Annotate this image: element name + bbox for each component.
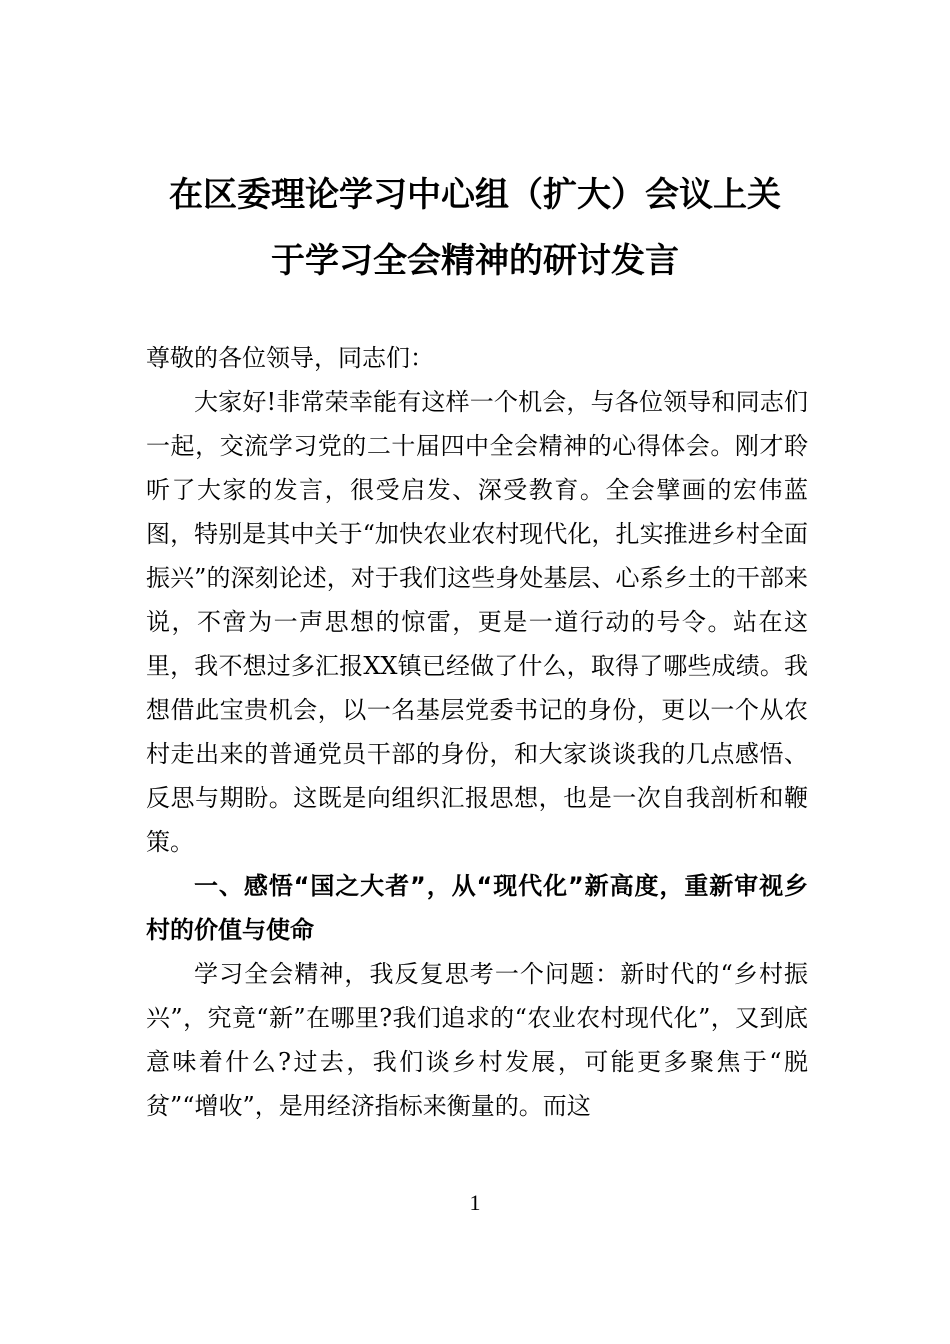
salutation: 尊敬的各位领导，同志们：: [146, 344, 434, 372]
document-body: [146, 336, 808, 1128]
page-number: 1: [469, 1190, 481, 1215]
document-title: [140, 162, 810, 294]
title-line-1: 在区委理论学习中心组（扩大）会议上关: [169, 175, 781, 215]
section-heading: 一、感悟“国之大者”，从“现代化”新高度，重新审视乡村的价值与使命: [146, 872, 808, 944]
opening-paragraph: 大家好!非常荣幸能有这样一个机会，与各位领导和同志们一起，交流学习党的二十届四中全会精神的心得体会。刚才聆听了大家的发言，很受启发、深受教育。全会擘画的宏伟蓝图，特别是其中关于“加快农业农村现代化，扎实推进乡村全面振兴”的深刻论述，对于我们这些身处基层、心系乡土的干部来说，不啻为一声思想的惊雷，更是一道行动的号令。站在这里，我不想过多汇报XX镇已经做了什么，取得了哪些成绩。我想借此宝贵机会，以一名基层党委书记的身份，更以一个从农村走出来的普通党员干部的身份，和大家谈谈我的几点感悟、反思与期盼。这既是向组织汇报思想，也是一次自我剖析和鞭策。: [146, 388, 808, 856]
title-line-2: 于学习全会精神的研讨发言: [271, 241, 679, 281]
section-paragraph: 学习全会精神，我反复思考一个问题：新时代的“乡村振兴”，究竟“新”在哪里?我们追求的“农业农村现代化”，又到底意味着什么?过去，我们谈乡村发展，可能更多聚焦于“脱贫”“增收”，是用经济指标来衡量的。而这: [146, 960, 808, 1120]
